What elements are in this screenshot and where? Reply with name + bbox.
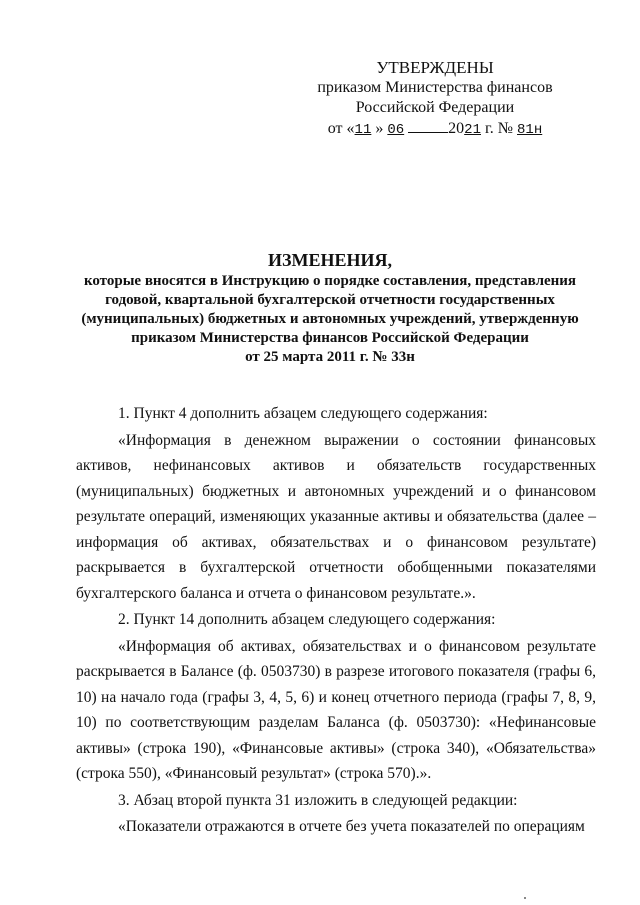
- paragraph-item-3: 3. Абзац второй пункта 31 изложить в следующей редакции:: [118, 791, 518, 809]
- paragraph-item-1: 1. Пункт 4 дополнить абзацем следующего содержания:: [118, 405, 488, 422]
- date-month: 06: [387, 122, 405, 138]
- date-prefix: от «: [327, 120, 355, 137]
- title-line: годовой, квартальной бухгалтерской отчетности государственных: [105, 292, 555, 308]
- title-line: от 25 марта 2011 г. № 33н: [245, 349, 415, 365]
- approval-title: УТВЕРЖДЕНЫ: [376, 58, 494, 77]
- title-line: которые вносятся в Инструкцию о порядке составления, представления: [83, 273, 577, 289]
- approval-line-1: приказом Министерства финансов: [317, 79, 553, 96]
- date-year-suffix: г. №: [480, 120, 514, 137]
- document-title: [60, 248, 600, 367]
- approval-block: [300, 58, 570, 140]
- paragraph-quote-1: «Информация в денежном выражении о состоянии финансовых активов, нефинансовых активов и обязательств государственных (муниципальных) бюджетных и автономных учреждений и о финансовом результате операций, изменяющих указанные активы и обязательства (далее – информация об активах, обязательствах и о финансовом результате) раскрывается в бухгалтерской отчетности обобщенными показателями бухгалтерского баланса и отчета о финансовом результате.».: [76, 431, 596, 602]
- date-blank-line: [408, 118, 448, 133]
- paragraph-quote-2: «Информация об активах, обязательствах и о финансовом результате раскрывается в Балансе (ф. 0503730) в разрезе итогового показателя (графы 6, 10) на начало года (графы 3, 4, 5, 6) и конец отчетного периода (графы 7, 8, 9, 10) по соответствующим разделам Баланса (ф. 0503730): «Нефинансовые активы» (строка 190), «Финансовые активы» (строка 340), «Обязательства» (строка 550), «Финансовый результат» (строка 570).».: [76, 637, 596, 782]
- date-year-digits: 21: [464, 122, 481, 138]
- title-heading: ИЗМЕНЕНИЯ,: [267, 250, 392, 270]
- paragraph-item-2: 2. Пункт 14 дополнить абзацем следующего содержания:: [118, 611, 496, 628]
- approval-line-2: Российской Федерации: [355, 99, 515, 116]
- scan-speck: [524, 897, 526, 899]
- date-day: 11: [354, 122, 372, 138]
- date-day-suffix: »: [371, 120, 384, 137]
- title-line: приказом Министерства финансов Российской Федерации: [131, 330, 529, 346]
- document-body: [76, 401, 596, 840]
- order-number: 81н: [517, 122, 543, 138]
- title-line: (муниципальных) бюджетных и автономных учреждений, утвержденную: [81, 311, 579, 327]
- paragraph-quote-3: «Показатели отражаются в отчете без учета показателей по операциям: [118, 818, 585, 835]
- approval-date-line: [300, 118, 570, 140]
- date-year-prefix: 20: [448, 120, 465, 137]
